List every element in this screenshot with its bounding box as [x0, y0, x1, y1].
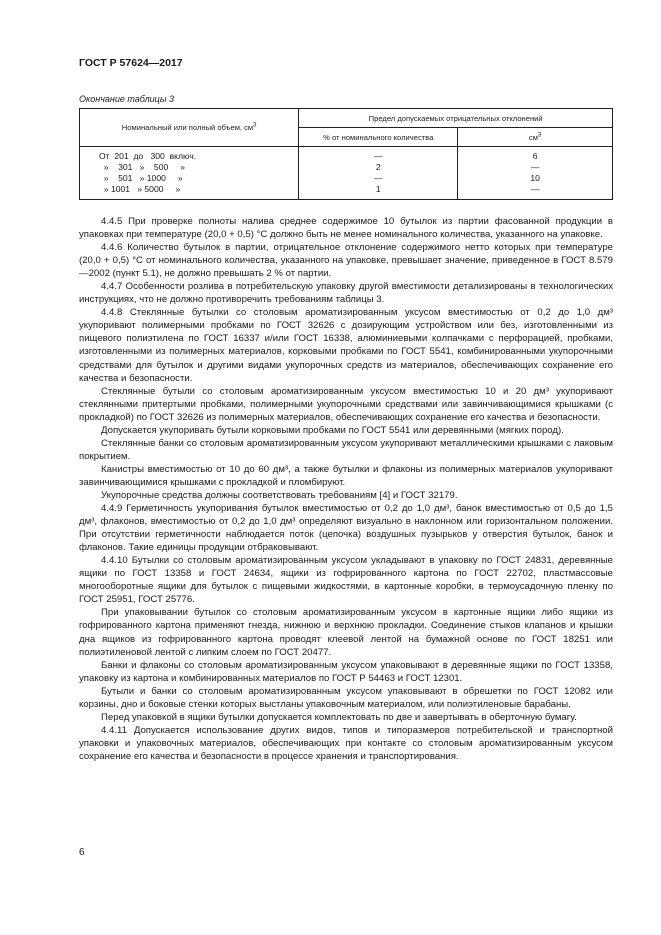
table-row-volume: » 301 » 500 »	[99, 162, 185, 172]
table-row-volume: » 1001 » 5000 »	[99, 184, 181, 194]
table-row-cm3: —	[530, 184, 540, 194]
paragraph: Банки и флаконы со столовым ароматизированным уксусом упаковывают в деревянные ящики по ГОСТ 13358, упаковку из картона и комбинированных материалов по ГОСТ Р 54463 и ГОСТ 12301.	[79, 659, 613, 684]
paragraph: Допускается укупоривать бутыли корковыми пробками по ГОСТ 5541 или деревянными (мягких пород).	[101, 424, 564, 436]
percent-cell	[299, 147, 458, 200]
table-row-percent: —	[373, 173, 383, 183]
col-cm3-header: $см^3$	[458, 128, 613, 147]
paragraph: При упаковывании бутылок со столовым ароматизированным уксусом в картонные ящики либо ящики из гофрированного картона применяют гнезда, нижнюю и верхнюю прокладки. Соединение стыков клапанов и крышки дна ящиков из гофрированного картона проводят клеевой лентой на бумажной основе по ГОСТ 18251 или полиэтиленовой лентой с липким слоем по ГОСТ 20477.	[79, 607, 613, 658]
volume-cell	[80, 147, 299, 200]
paragraph: 4.4.7 Особенности розлива в потребительскую упаковку другой вместимости детализированы в технологических инструкциях, что не должно противоречить требованиям таблицы 3.	[79, 281, 613, 306]
cm3-cell	[458, 147, 613, 200]
tolerance-table	[79, 108, 613, 200]
table-row-volume: » 501 » 1000 »	[99, 173, 183, 183]
table-row-percent: 1	[375, 184, 381, 194]
table-row-cm3: —	[530, 162, 540, 172]
table-row-percent: 2	[375, 162, 381, 172]
table-row-volume: От 201 до 300 включ.	[99, 151, 197, 161]
paragraph: Перед упаковкой в ящики бутылки допускается комплектовать по две и завертывать в оберточную бумагу.	[101, 711, 577, 723]
paragraph: Стеклянные банки со столовым ароматизированным уксусом укупоривают металлическими крышками с лаковым покрытием.	[79, 437, 613, 462]
paragraph: Стеклянные бутыли со столовым ароматизированным уксусом вместимостью 10 и 20 дм³ укупоривают стеклянными притертыми пробками, полимерными укупорочными средствами или завинчивающимися крышками (с прокладкой) по ГОСТ 32626 из полимерных материалов, обеспечивающих сохранение его качества и безопасности.	[79, 385, 613, 423]
table-row-percent: —	[373, 151, 383, 161]
paragraph: Укупорочные средства должны соответствовать требованиям [4] и ГОСТ 32179.	[101, 489, 458, 501]
col-volume-header: Номинальный или полный объем, $см^3$	[80, 109, 299, 147]
group-header: Предел допускаемых отрицательных отклонений	[299, 109, 613, 128]
col-percent-header: % от номинального количества	[299, 128, 458, 147]
paragraph: Канистры вместимостью от 10 до 60 дм³, а также бутылки и флаконы из полимерных материалов укупоривают завинчивающимися крышками с прокладкой и пломбируют.	[79, 463, 613, 488]
table-caption: Окончание таблицы 3	[79, 94, 174, 104]
paragraph: 4.4.11 Допускается использование других видов, типов и типоразмеров потребительской и транспортной упаковки и упаковочных материалов, обеспечивающих при контакте со столовым ароматизированным уксусом сохранение его качества и безопасности в процессе хранения и транспортирования.	[79, 724, 613, 762]
page-number: 6	[79, 847, 85, 858]
paragraph: 4.4.10 Бутылки со столовым ароматизированным уксусом укладывают в упаковку по ГОСТ 24831, деревянные ящики по ГОСТ 13358 и ГОСТ 24634, ящики из гофрированного картона по ГОСТ 22702, пластмассовые многооборотные ящики для бутылок с пищевыми жидкостями, в картонные коробки, в термоусадочную пленку по ГОСТ 25951, ГОСТ 25776.	[79, 555, 613, 606]
paragraph: Бутыли и банки со столовым ароматизированным уксусом упаковывают в обрешетки по ГОСТ 12082 или корзины, дно и боковые стенки которых выстланы упаковочным материалом, или полиэтиленовые барабаны.	[79, 685, 613, 710]
paragraph: 4.4.6 Количество бутылок в партии, отрицательное отклонение содержимого нетто которых при температуре (20,0 + 0,5) °С от номинального количества, указанного на упаковке, превышает значение, приведенное в ГОСТ 8.579—2002 (пункт 5.1), не должно превышать 2 % от партии.	[79, 242, 613, 280]
paragraph: 4.4.8 Стеклянные бутылки со столовым ароматизированным уксусом вместимостью от 0,2 до 1,0 дм³ укупоривают полимерными пробками по ГОСТ 32626 с дозирующим устройством или без, изготовленными из пищевого полиэтилена по ГОСТ 16337 и/или ГОСТ 16338, алюминиевыми колпачками с перфорацией, пробками, изготовленными из полимерных материалов, корковыми пробками по ГОСТ 5541, комбинированными укупорочными средствами для бутылок и другими видами укупорочных средств из материалов, обеспечивающих сохранение его качества и безопасности.	[79, 307, 613, 384]
body-text	[79, 215, 613, 763]
document-header: ГОСТ Р 57624—2017	[79, 57, 183, 69]
table-row-cm3: 10	[530, 173, 540, 183]
paragraph: 4.4.5 При проверке полноты налива среднее содержимое 10 бутылок из партии фасованной продукции в упаковках при температуре (20,0 + 0,5) °С должно быть не менее номинального количества, указанного на упаковке.	[79, 216, 613, 241]
table-row-cm3: 6	[532, 151, 538, 161]
paragraph: 4.4.9 Герметичность укупоривания бутылок вместимостью от 0,2 до 1,0 дм³, банок вместимостью от 0,5 до 1,5 дм³, флаконов, вместимостью от 0,2 до 1,0 дм³ определяют визуально в наклонном или горизонтальном положении. При отсутствии герметичности наблюдается поток (цепочка) воздушных пузырьков у отверстия бутылок, банок и флаконов. Такие единицы продукции отбраковывают.	[79, 503, 613, 554]
